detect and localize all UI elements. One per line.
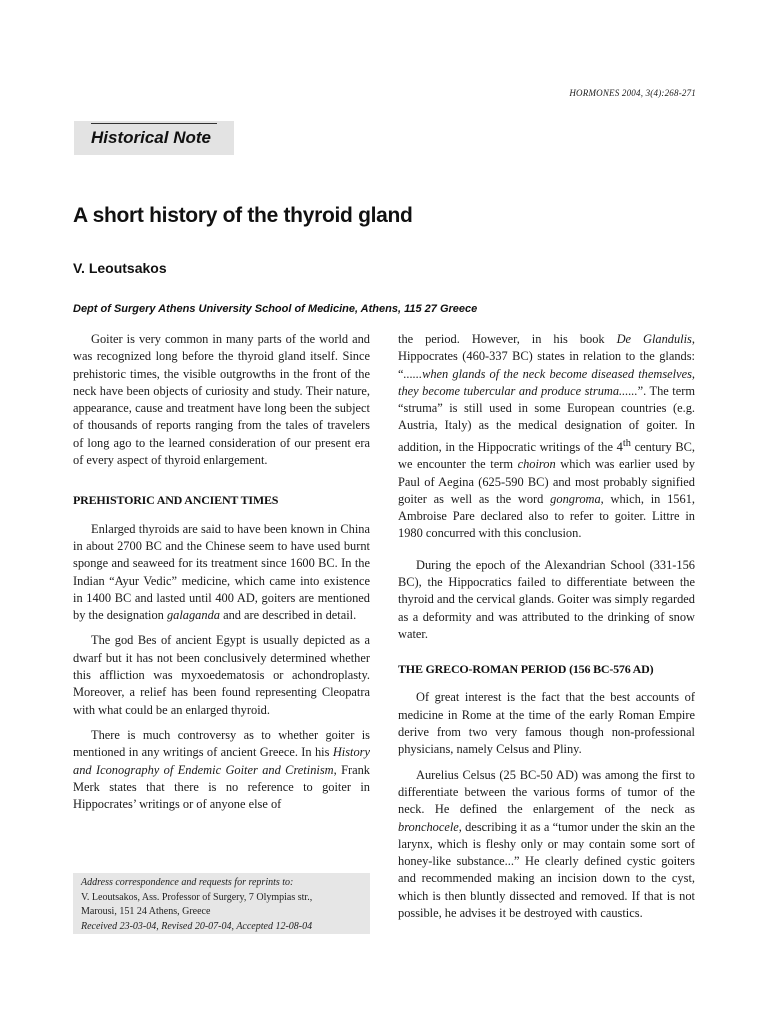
paragraph-greece: There is much controversy as to whether goiter is mentioned in any writings of ancient Greece. In his History and Iconography of Endemic Goiter and Cretinism, Frank Merk states that there is no reference to goiter in Hippocrates’ writings or of anyone else of	[73, 727, 371, 812]
correspondence-box	[73, 873, 370, 934]
heading-greco-roman: THE GRECO-ROMAN PERIOD (156 BC-576 AD)	[398, 662, 654, 677]
left-column	[73, 331, 370, 821]
term-gongroma: gongroma	[550, 491, 601, 506]
section-label-rule	[91, 123, 217, 124]
correspondence-line-1: V. Leoutsakos, Ass. Professor of Surgery, 7 Olympias str.,	[81, 891, 313, 903]
section-label-text: Historical Note	[91, 128, 211, 147]
article-author: V. Leoutsakos	[73, 260, 167, 276]
paragraph-egypt: The god Bes of ancient Egypt is usually depicted as a dwarf but it has not been conclusively determined whether this affliction was myxoedematosis or achondroplasty. Moreover, a relief has been found representing Cleopatra with what could be an enlarged thyroid.	[73, 633, 370, 717]
paragraph-rome: Of great interest is the fact that the best accounts of medicine in Rome at the time of the early Roman Empire derive from two very famous though non-professional physicians, namely Celsus and Pliny.	[398, 690, 695, 757]
paragraph-china-india: Enlarged thyroids are said to have been known in China in about 2700 BC and the Chinese seem to have used burnt sponge and seaweed for its treatment since 1600 BC. In the Indian “Ayur Vedic” medicine, which came into existence in 1400 BC and lasted until 400 AD, goiters are mentioned by the designation galaganda and are described in detail.	[73, 521, 370, 623]
article-title: A short history of the thyroid gland	[73, 204, 413, 227]
correspondence-heading: Address correspondence and requests for reprints to:	[81, 877, 294, 888]
intro-paragraph: Goiter is very common in many parts of the world and was recognized long before the thyroid gland itself. Since prehistoric times, the visible outgrowths in the front of the neck have been objects of curiosity and study. Their nature, appearance, cause and treatment have long been the subject of thousands of reports ranging from the tales of travelers of long ago to the learned consideration of our present era of every aspect of thyroid enlargement.	[73, 332, 370, 468]
right-column	[398, 331, 695, 930]
received-dates: Received 23-03-04, Revised 20-07-04, Accepted 12-08-04	[81, 920, 313, 932]
paragraph-alexandrian: During the epoch of the Alexandrian School (331-156 BC), the Hippocratics failed to differentiate between the thyroid and the cervical glands. Goiter was simply regarded as a deformity and was attributed to the drinking of snow water.	[398, 557, 695, 641]
term-choiron: choiron	[517, 457, 556, 472]
hippocrates-quote: ......when glands of the neck become diseased themselves, they become tubercular and produce struma......	[398, 366, 695, 398]
term-galaganda: galaganda	[166, 608, 220, 623]
section-label	[74, 121, 234, 155]
paragraph-hippocrates: the period. However, in his book De Glandulis, Hippocrates (460-337 BC) states in relation to the glands: “......when glands of the neck become diseased themselves, they become tubercular and produce struma......”. The term “struma” is still used in some European countries (e.g. Austria, Italy) as the medical designation of goiter. In addition, in the Hippocratic writings of the 4th century BC, we encounter the term choiron which was earlier used by Paul of Aegina (625-590 BC) and most probably signified goiter as well as the word gongroma, which, in 1561, Ambroise Pare declared also to refer to goiter. Littre in 1980 concurred with this conclusion.	[398, 332, 696, 541]
author-affiliation: Dept of Surgery Athens University School of Medicine, Athens, 115 27 Greece	[73, 303, 478, 315]
journal-reference: HORMONES 2004, 3(4):268-271	[569, 88, 696, 98]
heading-prehistoric: PREHISTORIC AND ANCIENT TIMES	[73, 493, 279, 508]
book-title-de-glandulis: De Glandulis	[616, 332, 692, 346]
book-title-merk: History and Iconography of Endemic Goiter and Cretinism	[73, 745, 370, 777]
term-bronchocele: bronchocele	[398, 819, 459, 834]
correspondence-line-2: Marousi, 151 24 Athens, Greece	[81, 906, 211, 917]
paragraph-celsus: Aurelius Celsus (25 BC-50 AD) was among the first to differentiate between the various forms of tumor of the neck. He defined the enlargement of the neck as bronchocele, describing it as a “tumor under the skin an the larynx, which is fleshy only or may contain some sort of honey-like substance...” He clearly defined cystic goiters and recommended making an incision down to the cyst, which is then bluntly dissected and removed. If that is not possible, he advises it be destroyed with caustics.	[398, 767, 695, 921]
